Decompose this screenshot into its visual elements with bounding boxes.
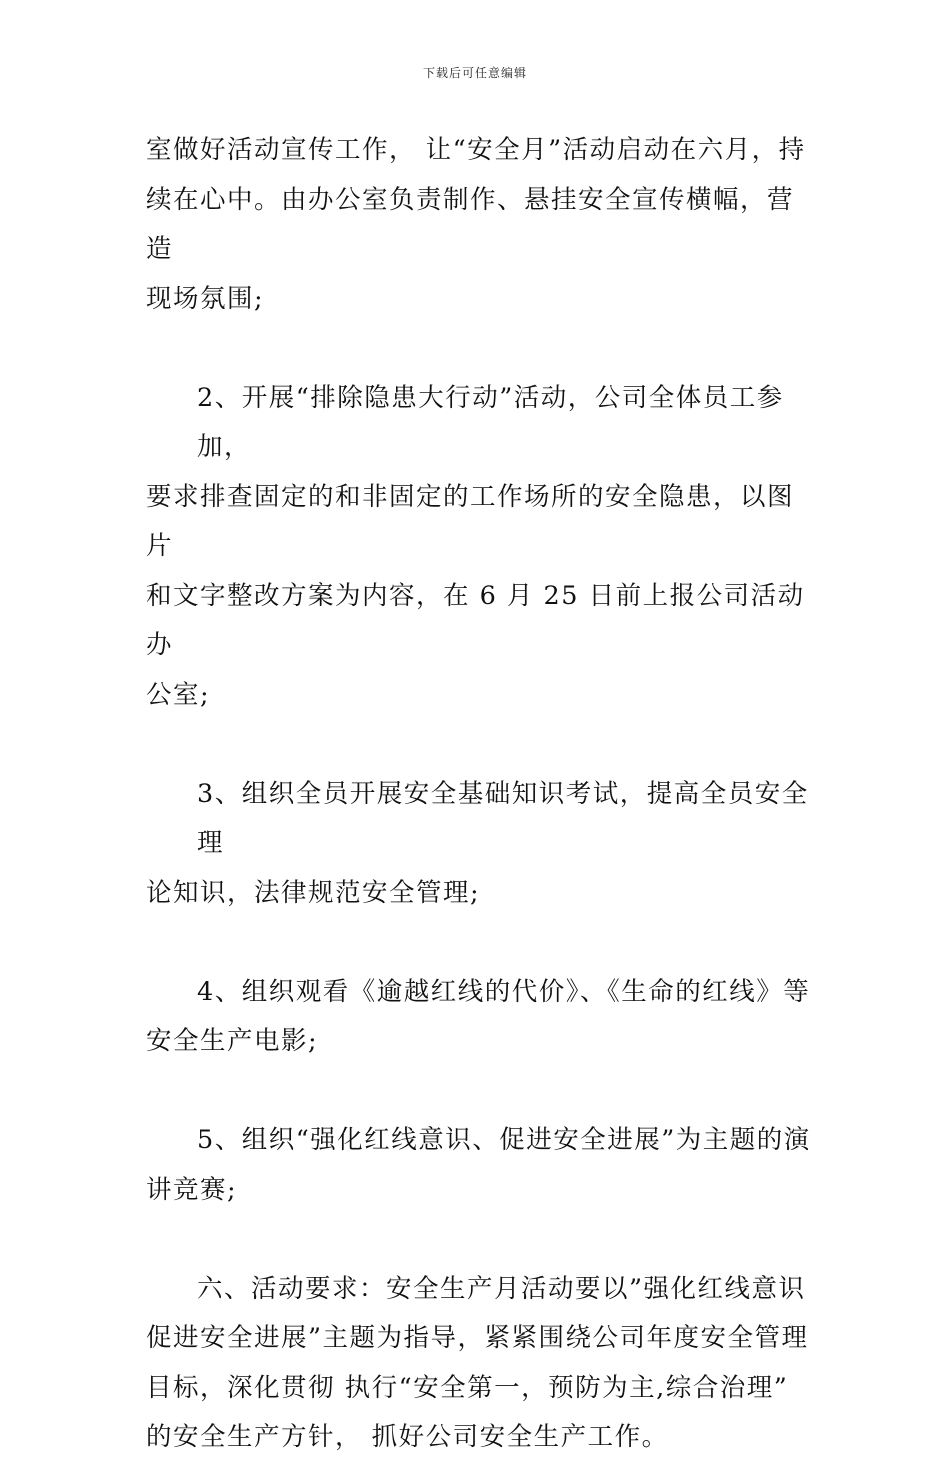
text-line: 安全生产电影; xyxy=(146,1026,319,1056)
text-line: 促进安全进展”主题为指导，紧紧围绕公司年度安全管理 xyxy=(146,1323,809,1353)
paragraph-gap xyxy=(146,918,818,968)
paragraph-item-3 xyxy=(146,770,818,919)
text-line: 公室; xyxy=(146,679,211,710)
document-body xyxy=(146,126,818,1463)
page-header-note: 下载后可任意编辑 xyxy=(422,66,527,80)
text-line: 2、开展“排除隐患大行动”活动，公司全体员工参加， xyxy=(197,382,784,462)
paragraph-gap xyxy=(146,720,818,770)
text-line: 六、活动要求：安全生产月活动要以”强化红线意识 xyxy=(197,1273,806,1304)
text-line: 现场氛围; xyxy=(146,283,265,314)
paragraph-item-5 xyxy=(146,1116,818,1215)
text-line: 论知识，法律规范安全管理; xyxy=(146,877,481,908)
text-line: 4、组织观看《逾越红线的代价》、《生命的红线》等 xyxy=(197,976,811,1007)
text-line: 目标，深化贯彻 执行“安全第一，预防为主,综合治理” xyxy=(146,1372,789,1403)
text-line: 3、组织全员开展安全基础知识考试，提高全员安全理 xyxy=(197,778,809,858)
text-line: 室做好活动宣传工作， 让“安全月”活动启动在六月，持 xyxy=(146,135,806,165)
paragraph-section-6 xyxy=(146,1265,818,1463)
text-line: 和文字整改方案为内容，在 6 月 25 日前上报公司活动办 xyxy=(146,580,805,660)
paragraph-gap xyxy=(146,1215,818,1265)
paragraph-item-4 xyxy=(146,968,818,1067)
paragraph-gap xyxy=(146,324,818,374)
text-line: 要求排查固定的和非固定的工作场所的安全隐患，以图片 xyxy=(146,481,795,561)
text-line: 5、组织“强化红线意识、促进安全进展”为主题的演 xyxy=(197,1125,811,1155)
text-line: 讲竞赛; xyxy=(146,1174,238,1205)
text-line: 的安全生产方针， 抓好公司安全生产工作。 xyxy=(146,1422,669,1452)
paragraph-continued xyxy=(146,126,818,324)
paragraph-item-2 xyxy=(146,374,818,721)
text-line: 续在心中。由办公室负责制作、悬挂安全宣传横幅，营造 xyxy=(146,184,795,264)
paragraph-gap xyxy=(146,1067,818,1117)
